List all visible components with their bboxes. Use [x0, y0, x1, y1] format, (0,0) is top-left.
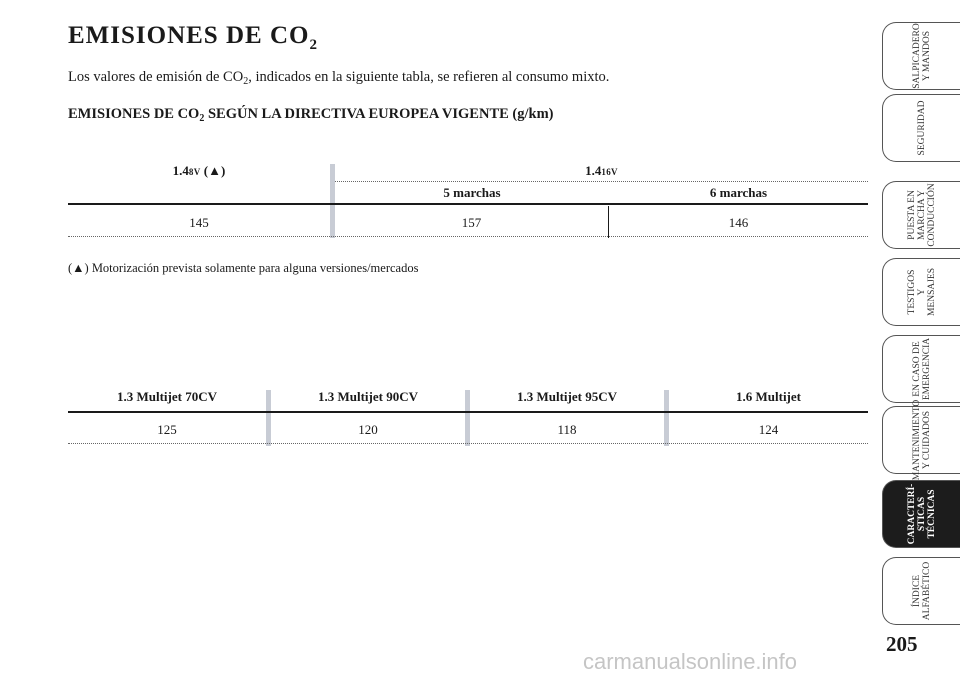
tab-mantenimiento[interactable]	[882, 399, 960, 481]
page-number: 205	[886, 632, 918, 656]
table-cell: 157	[461, 215, 482, 230]
table-header: 1.6 Multijet	[736, 389, 801, 404]
tab-label: TESTIGOS Y MENSAJES	[906, 267, 937, 317]
table-header-14-16v: 1.416V	[585, 163, 618, 178]
tab-salpicadero[interactable]	[882, 22, 960, 90]
tab-label: ÍNDICE ALFABÉTICO	[911, 561, 932, 621]
emissions-table-diesel	[68, 386, 868, 446]
table-cell: 118	[557, 422, 577, 437]
tab-label: PUESTA EN MARCHA Y CONDUCCIÓN	[906, 183, 937, 247]
table-subheader-6-marchas: 6 marchas	[709, 185, 768, 200]
table-header: 1.3 Multijet 70CV	[116, 389, 217, 404]
table-header-14-8v: 1.48V (▲)	[172, 163, 226, 178]
table-header: 1.3 Multijet 95CV	[516, 389, 617, 404]
intro-text: Los valores de emisión de $CO_2$, indicados en la siguiente tabla, se refieren al consumo mixto.	[68, 69, 610, 87]
tab-label: EN CASO DE EMERGENCIA	[911, 337, 932, 401]
tab-testigos[interactable]	[882, 258, 960, 326]
table-cell: 145	[189, 215, 209, 230]
tab-indice[interactable]	[882, 557, 960, 625]
table-cell: 125	[157, 422, 177, 437]
emissions-table-petrol	[68, 160, 868, 238]
tab-label: SALPICADERO Y MANDOS	[911, 23, 932, 89]
table-header: 1.3 Multijet 90CV	[317, 389, 418, 404]
table-cell: 120	[358, 422, 378, 437]
section-subheading: EMISIONES DE $CO_2$ SEGÚN LA DIRECTIVA EUROPEA VIGENTE (g/km)	[68, 106, 554, 124]
tab-caracteristicas[interactable]	[882, 480, 960, 548]
footnote: (▲) Motorización prevista solamente para alguna versiones/mercados	[68, 261, 419, 275]
header-divider	[335, 181, 868, 182]
page-title: EMISIONES DE $CO_2$	[68, 22, 318, 53]
tab-emergencia[interactable]	[882, 335, 960, 403]
bottom-rule	[68, 236, 868, 237]
table-cell: 124	[758, 422, 779, 437]
header-rule	[68, 411, 868, 413]
tab-puesta-en-marcha[interactable]	[882, 181, 960, 249]
tab-label: MANTENIMIENTO Y CUIDADOS	[911, 399, 932, 481]
bottom-rule	[68, 443, 868, 444]
tab-label: SEGURIDAD	[916, 100, 927, 156]
tab-seguridad[interactable]	[882, 94, 960, 162]
watermark: carmanualsonline.info	[583, 649, 798, 674]
header-rule	[68, 203, 868, 205]
table-subheader-5-marchas: 5 marchas	[443, 185, 501, 200]
tab-label: CARACTERÍ- STICAS TÉCNICAS	[906, 483, 937, 545]
table-cell: 146	[728, 215, 749, 230]
